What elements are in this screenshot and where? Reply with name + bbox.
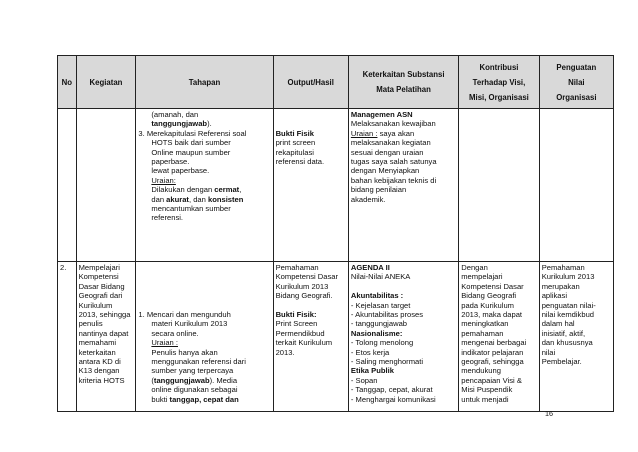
table-row	[58, 109, 614, 262]
header-keterkaitan: Keterkaitan Substansi Mata Pelatihan	[348, 56, 458, 109]
row2-tahapan: 1. Mencari dan mengunduh materi Kurikulum 2013 secara online. Uraian : Penulis hanya akan menggunakan referensi dari sumber yang terpercaya (tanggungjawab). Media online digunakan sebagai bukti tanggap, cepat dan	[136, 262, 273, 412]
row2-kegiatan: Mempelajari Kompetensi Dasar Bidang Geografi dari Kurikulum 2013, sehingga penulis nantinya dapat memahami keterkaitan antara KD di K13 dengan kriteria HOTS	[76, 262, 136, 412]
row1-tahapan: (amanah, dan tanggungjawab). 3. Merekapitulasi Referensi soal HOTS baik dari sumber Online maupun sumber paperbase. lewat paperbase. Uraian: Dilakukan dengan cermat, dan akurat, dan konsisten mencantumkan sumber referensi.	[136, 109, 273, 262]
header-output: Output/Hasil	[273, 56, 348, 109]
header-no: No	[58, 56, 77, 109]
activity-table	[57, 55, 614, 412]
row2-penguatan: Pemahaman Kurikulum 2013 merupakan aplikasi penguatan nilai- nilai kemdikbud dalam hal inisiatif, aktif, dan khususnya nilai Pembelajar.	[539, 262, 613, 412]
page-number: 16	[545, 409, 553, 418]
row1-output: Bukti Fisik print screen rekapitulasi referensi data.	[273, 109, 348, 262]
row2-no: 2.	[58, 262, 77, 412]
row1-keterkaitan: Managemen ASN Melaksanakan kewajiban Uraian : saya akan melaksanakan kegiatan sesuai dengan uraian tugas saya salah satunya dengan Menyiapkan bahan kebijakan teknis di bidang penilaian akademik.	[348, 109, 458, 262]
header-kontribusi: Kontribusi Terhadap Visi, Misi, Organisasi	[459, 56, 539, 109]
row1-penguatan	[539, 109, 613, 262]
header-tahapan: Tahapan	[136, 56, 273, 109]
row1-kontribusi	[459, 109, 539, 262]
row1-kegiatan	[76, 109, 136, 262]
table-header-row	[58, 56, 614, 109]
row1-no	[58, 109, 77, 262]
header-penguatan: Penguatan Nilai Organisasi	[539, 56, 613, 109]
header-kegiatan: Kegiatan	[76, 56, 136, 109]
row2-output: Pemahaman Kompetensi Dasar Kurikulum 2013 Bidang Geografi. Bukti Fisik: Print Screen Permendikbud terkait Kurikulum 2013.	[273, 262, 348, 412]
row2-kontribusi: Dengan mempelajari Kompetensi Dasar Bidang Geografi pada Kurikulum 2013, maka dapat meningkatkan pemahaman mengenai berbagai indikator pelajaran geografi, sehingga mendukung pencapaian Visi & Misi Puspendik untuk menjadi	[459, 262, 539, 412]
row2-keterkaitan: AGENDA II Nilai-Nilai ANEKA Akuntabilitas : - Kejelasan target - Akuntabilitas proses - tanggungjawab Nasionalisme: - Tolong menolong - Etos kerja - Saling menghormati Etika Publik - Sopan - Tanggap, cepat, akurat - Menghargai komunikasi	[348, 262, 458, 412]
table-row	[58, 262, 614, 412]
